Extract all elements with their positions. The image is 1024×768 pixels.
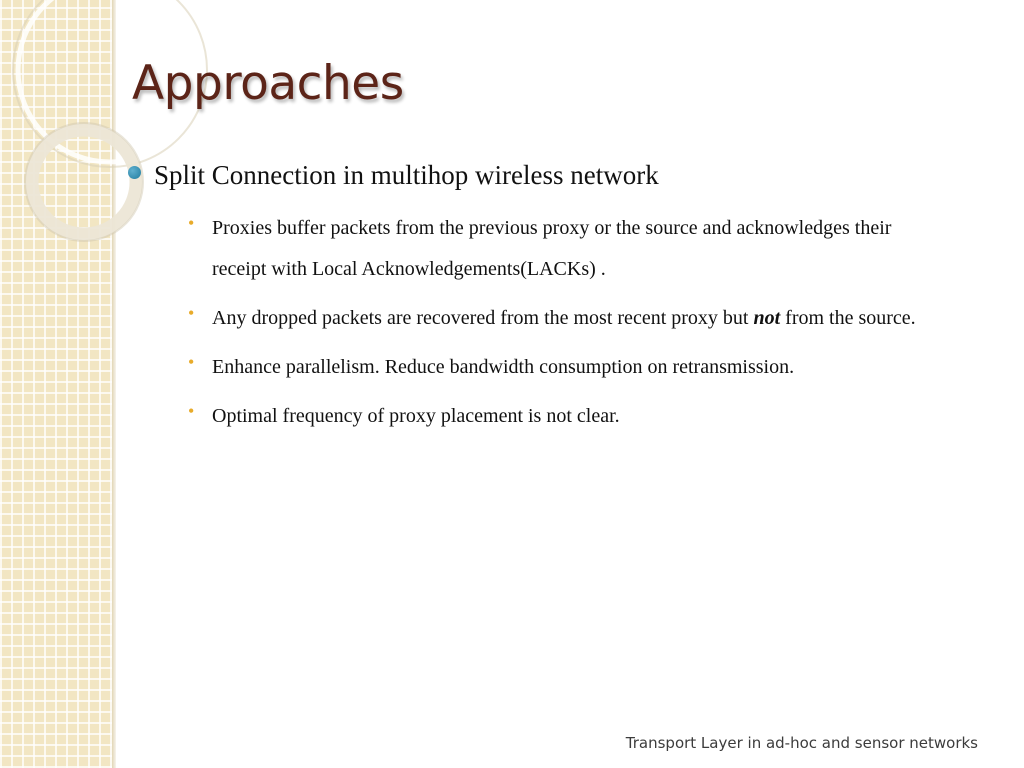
bullet-dot-icon (128, 166, 141, 179)
sub-bullet-dot-icon: • (188, 401, 195, 421)
sub-bullet-optimal-frequency (188, 396, 948, 437)
sub-bullet-text-after: from the source. (780, 307, 916, 329)
slide-footer: Transport Layer in ad-hoc and sensor networks (625, 734, 978, 752)
emphasis-not: not (753, 307, 781, 329)
sub-bullet-dot-icon: • (188, 303, 195, 323)
sub-bullet-text: Optimal frequency of proxy placement is not clear. (212, 405, 620, 427)
sub-bullet-proxies-buffer (188, 208, 948, 290)
sub-bullet-list (128, 208, 948, 437)
slide-content (128, 156, 948, 445)
sub-bullet-text-before: Any dropped packets are recovered from the most recent proxy but (212, 307, 754, 329)
bullet-split-connection (128, 156, 948, 194)
decorative-grid-band (0, 0, 112, 768)
band-edge-shadow (112, 0, 116, 768)
sub-bullet-dot-icon: • (188, 352, 195, 372)
sub-bullet-dropped-packets (188, 298, 948, 339)
sub-bullet-enhance-parallelism (188, 347, 948, 388)
bullet-text: Split Connection in multihop wireless network (154, 160, 659, 190)
sub-bullet-text: Proxies buffer packets from the previous proxy or the source and acknowledges their receipt with Local Acknowledgements(LACKs) . (212, 217, 892, 280)
slide-title: Approaches (132, 56, 404, 111)
sub-bullet-dot-icon: • (188, 213, 195, 233)
sub-bullet-text: Enhance parallelism. Reduce bandwidth consumption on retransmission. (212, 356, 795, 378)
